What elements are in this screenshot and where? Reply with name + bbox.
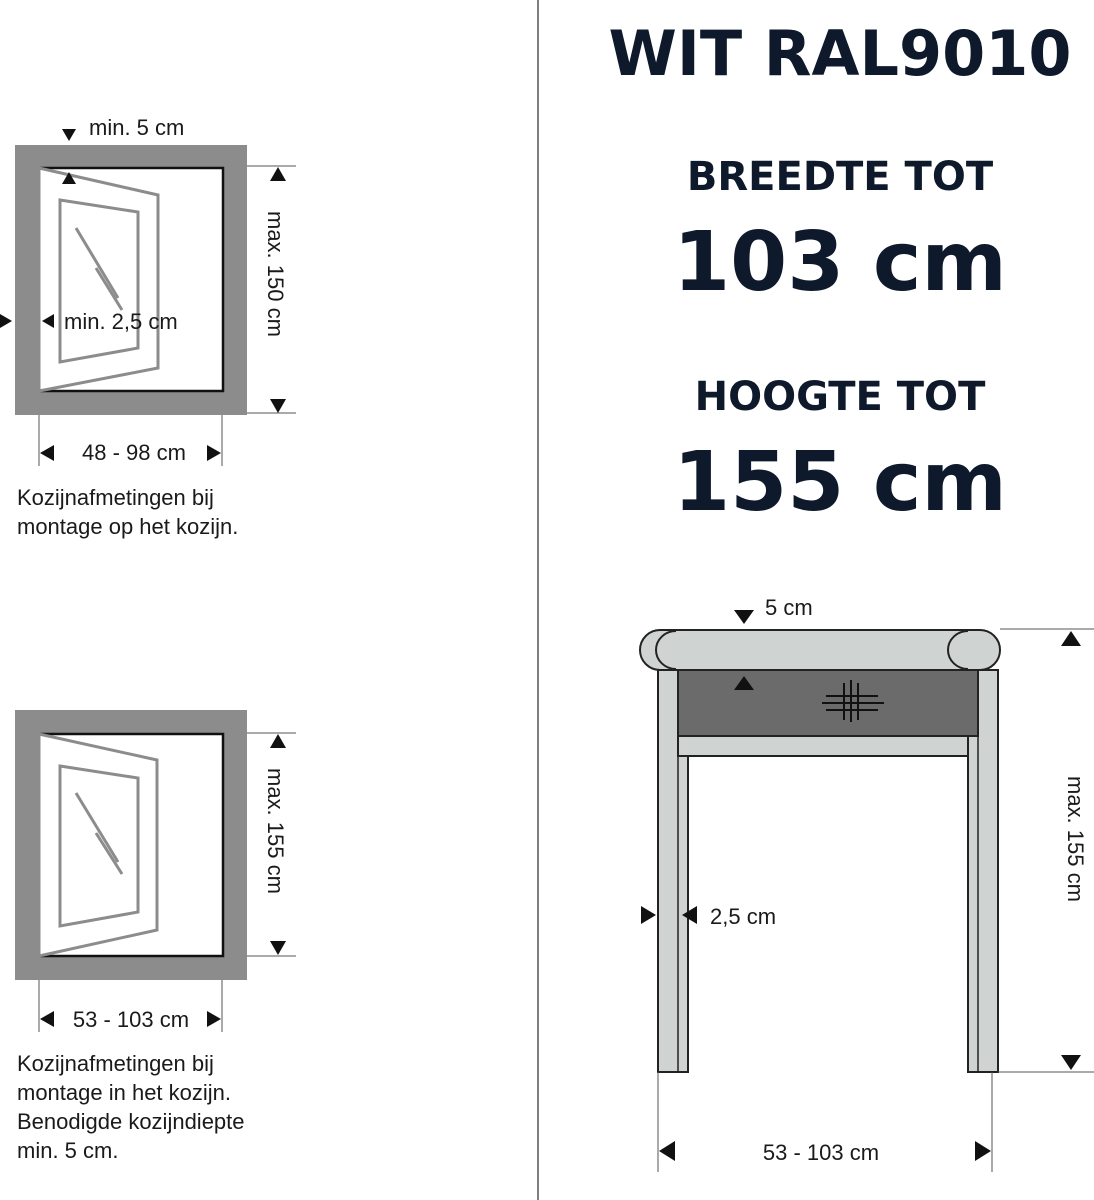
top-depth-label: 5 cm [765,595,813,620]
arrow-down-icon [734,610,754,624]
arrow-down-icon [1061,1055,1081,1070]
arrow-right-icon [207,1011,221,1027]
caption-line: min. 5 cm. [17,1138,119,1163]
width-range-label: 48 - 98 cm [82,440,186,465]
caption-in-frame [17,1049,517,1165]
min-side-label: min. 2,5 cm [64,309,178,334]
arrow-right-icon [975,1141,991,1161]
arrow-left-icon [40,445,54,461]
width-value: 103 cm [673,215,1007,310]
height-value: 155 cm [673,435,1007,530]
arrow-left-icon [659,1141,675,1161]
min-top-label: min. 5 cm [89,115,185,140]
caption-line: montage in het kozijn. [17,1080,232,1105]
side-width-label: 2,5 cm [710,904,777,929]
arrow-up-icon [270,734,286,748]
width-range-label: 53 - 103 cm [762,1140,880,1165]
height-label: HOOGTE TOT [694,374,986,420]
diagram-in-frame [15,710,296,1032]
caption-line: montage op het kozijn. [17,514,239,539]
arrow-left-icon [40,1011,54,1027]
cassette [640,630,1000,670]
width-label: BREEDTE TOT [686,154,994,200]
caption-on-frame [17,483,517,541]
screen-diagram [640,595,1094,1172]
arrow-right-icon [0,314,12,328]
arrow-down-icon [270,399,286,413]
diagram-on-frame [0,115,296,466]
max-height-label: max. 155 cm [263,768,288,894]
caption-line: Kozijnafmetingen bij [17,485,214,510]
bottom-bar [678,736,968,756]
caption-line: Benodigde kozijndiepte [17,1109,245,1134]
arrow-up-icon [1061,631,1081,646]
arrow-right-icon [207,445,221,461]
caption-line: Kozijnafmetingen bij [17,1051,214,1076]
arrow-down-icon [270,941,286,955]
arrow-right-icon [641,906,656,924]
max-height-label: max. 150 cm [263,211,288,337]
width-range-label: 53 - 103 cm [72,1007,190,1032]
arrow-up-icon [270,167,286,181]
max-height-label: max. 155 cm [1063,776,1088,902]
arrow-down-icon [62,129,76,141]
color-name-heading: WIT RAL9010 [608,17,1072,90]
